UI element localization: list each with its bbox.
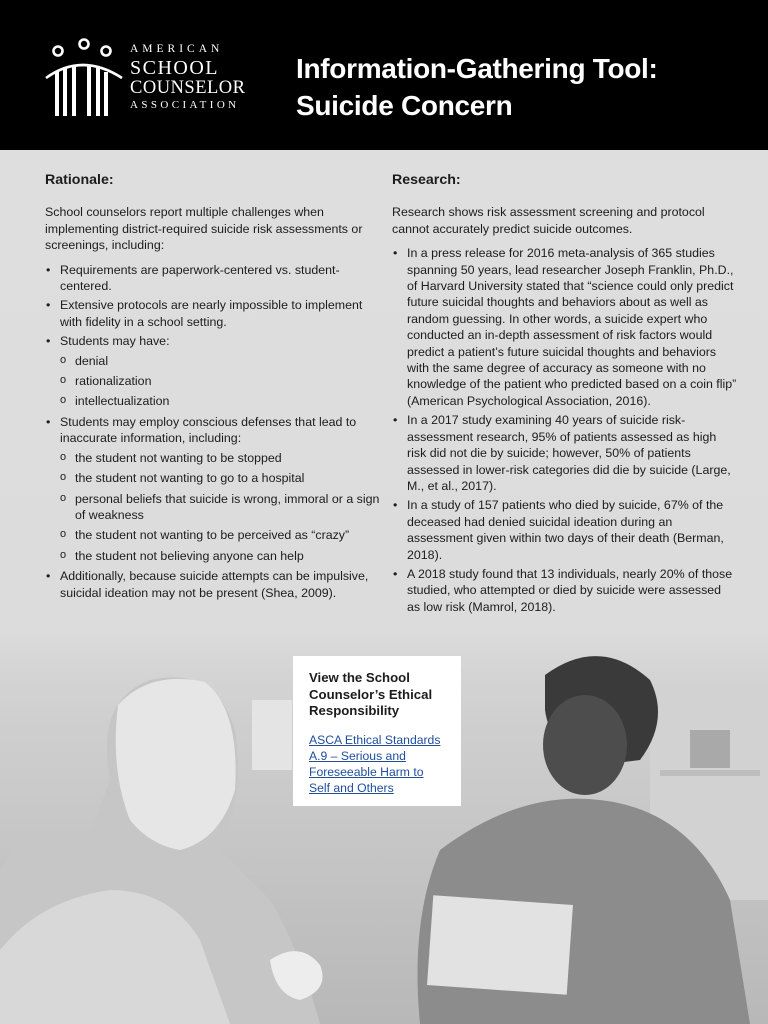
sub-list-item: o the student not wanting to be perceived as “crazy” <box>60 527 385 543</box>
list-item-text: Requirements are paperwork-centered vs. student-centered. <box>60 262 340 294</box>
ethical-standards-link[interactable]: ASCA Ethical Standards A.9 – Serious and Foreseeable Harm to Self and Others <box>309 732 441 796</box>
sub-list-item: o denial <box>60 353 385 369</box>
list-item-text: Students may employ conscious defenses that lead to inaccurate information, including: <box>60 414 357 446</box>
list-item: • In a 2017 study examining 40 years of suicide risk-assessment research, 95% of patients assessed as high risk did not die by suicide; however, 50% of patients assessed in lower-risk categories did die by suicide (Large, M., et al., 2017). <box>392 412 737 494</box>
sub-list-item: o the student not believing anyone can help <box>60 548 385 564</box>
rationale-intro: School counselors report multiple challenges when implementing district-required suicide risk assessments or screenings, including: <box>45 205 363 253</box>
logo-word-association: ASSOCIATION <box>130 99 240 111</box>
asca-figures-icon <box>42 38 126 122</box>
list-item-text: Students may have: <box>60 334 170 349</box>
list-item-text: Additionally, because suicide attempts can be impulsive, suicidal ideation may not be present (Shea, 2009). <box>60 569 369 600</box>
logo-word-counselor: COUNSELOR <box>130 77 246 98</box>
defenses-list <box>60 450 385 564</box>
research-heading: Research: <box>392 172 461 188</box>
sub-list-item: o personal beliefs that suicide is wrong, immoral or a sign of weakness <box>60 491 385 524</box>
rationale-heading: Rationale: <box>45 172 114 188</box>
rationale-list <box>45 262 385 601</box>
sub-list-item: o intellectualization <box>60 393 385 409</box>
page-title-line1: Information-Gathering Tool: <box>296 53 658 84</box>
asca-logo <box>42 38 262 122</box>
logo-word-american: AMERICAN <box>130 43 224 55</box>
students-may-have-list <box>60 353 385 410</box>
page-title <box>296 50 658 124</box>
ethical-responsibility-callout <box>293 656 461 806</box>
research-section <box>392 172 737 618</box>
content-area <box>0 150 768 1024</box>
sub-list-item: o the student not wanting to be stopped <box>60 450 385 466</box>
list-item: • In a press release for 2016 meta-analysis of 365 studies spanning 50 years, lead researcher Joseph Franklin, Ph.D., of Harvard University stated that “science could only predict future suicidal thoughts and behaviors about as well as random guessing. In other words, a suicide expert who conducted an in-depth assessment of risk factors would predict a patient’s future suicidal thoughts and behaviors with the same degree of accuracy as someone with no knowledge of the patient who predicted based on a coin flip” (American Psychological Association, 2016). <box>392 245 737 409</box>
asca-wordmark <box>130 44 246 111</box>
list-item <box>45 414 385 564</box>
research-intro: Research shows risk assessment screening and protocol cannot accurately predict suicide outcomes. <box>392 205 705 236</box>
list-item: • A 2018 study found that 13 individuals, nearly 20% of those studied, who attempted or died by suicide were assessed as low risk (Mamrol, 2018). <box>392 566 737 615</box>
logo-word-school: SCHOOL <box>130 56 220 79</box>
list-item: • In a study of 157 patients who died by suicide, 67% of the deceased had denied suicidal ideation during an assessment given within two days of their death (Berman, 2018). <box>392 497 737 563</box>
list-item <box>45 262 385 295</box>
list-item-text: Extensive protocols are nearly impossible to implement with fidelity in a school setting. <box>60 298 363 329</box>
rationale-section <box>45 172 385 604</box>
research-list <box>392 245 737 615</box>
callout-heading: View the School Counselor’s Ethical Responsibility <box>309 670 433 718</box>
page-title-line2: Suicide Concern <box>296 90 513 121</box>
sub-list-item: o the student not wanting to go to a hospital <box>60 470 385 486</box>
list-item <box>45 568 385 601</box>
list-item <box>45 333 385 410</box>
sub-list-item: o rationalization <box>60 373 385 389</box>
list-item <box>45 297 385 330</box>
header-banner <box>0 0 768 150</box>
